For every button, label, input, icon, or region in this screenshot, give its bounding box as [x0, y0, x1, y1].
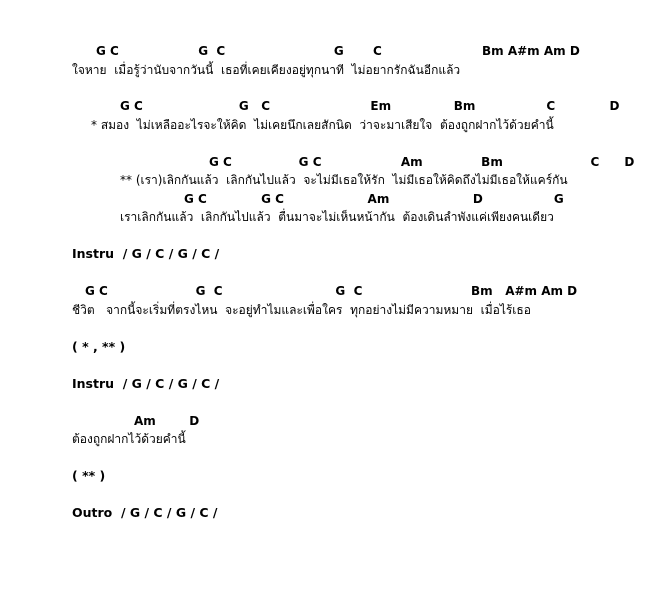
chord-line: G C G C Em Bm C D	[120, 99, 620, 113]
lyric-line: * สมอง ไม่เหลืออะไรจะให้คิด ไม่เคยนึกเลยสักนิด ว่าจะมาเสียใจ ต้องถูกฝากไว้ด้วยคำนี้	[91, 118, 554, 132]
lyric-line: ** (เรา)เลิกกันแล้ว เลิกกันไปแล้ว จะไม่มีเธอให้รัก ไม่มีเธอให้คิดถึงไม่มีเธอให้แคร์กัน	[120, 173, 568, 187]
section-label: Outro / G / C / G / C /	[72, 505, 218, 520]
section-label: ( * , ** )	[72, 339, 126, 354]
section-label: Instru / G / C / G / C /	[72, 246, 220, 261]
lyric-line: ชีวิต จากนี้จะเริ่มที่ตรงไหน จะอยู่ทำไมและเพื่อใคร ทุกอย่างไม่มีความหมาย เมื่อไร้เธอ	[72, 303, 531, 317]
section-label: ( ** )	[72, 468, 106, 483]
lyric-line: ต้องถูกฝากไว้ด้วยคำนี้	[72, 432, 186, 446]
lyric-line: เราเลิกกันแล้ว เลิกกันไปแล้ว ตื่นมาจะไม่เห็นหน้ากัน ต้องเดินลำพังแค่เพียงคนเดียว	[120, 210, 554, 224]
lyric-line: ใจหาย เมื่อรู้ว่านับจากวันนี้ เธอที่เคยเคียงอยู่ทุกนาที ไม่อยากรักฉันอีกแล้ว	[72, 63, 461, 77]
chord-line: Am D	[134, 414, 200, 428]
chord-line: G C G C G C Bm A#m Am D	[85, 284, 578, 298]
chord-line: G C G C Am D G	[184, 192, 564, 206]
chord-line: G C G C Am Bm C D	[209, 155, 635, 169]
section-label: Instru / G / C / G / C /	[72, 376, 220, 391]
chord-line: G C G C G C Bm A#m Am D	[96, 44, 580, 58]
